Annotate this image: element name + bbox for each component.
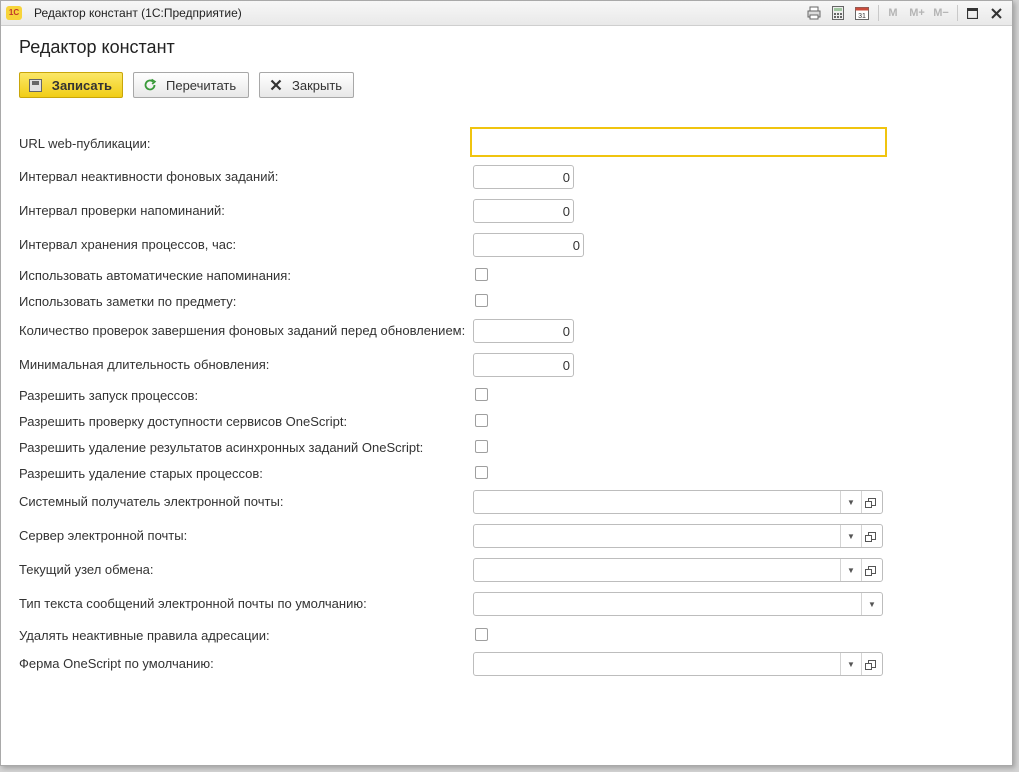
chevron-down-icon[interactable]: ▼	[840, 559, 861, 581]
row-system-mail-recipient	[19, 490, 899, 514]
subject-notes-label: Использовать заметки по предмету:	[19, 294, 237, 309]
chevron-down-icon[interactable]: ▼	[840, 491, 861, 513]
url-label: URL web-публикации:	[19, 136, 151, 151]
row-allow-process-start	[19, 384, 899, 408]
min-update-duration-label: Минимальная длительность обновления:	[19, 357, 270, 372]
title-bar-separator	[957, 5, 958, 21]
print-icon[interactable]	[804, 4, 824, 22]
subject-notes-checkbox[interactable]	[475, 294, 488, 307]
row-allow-old-delete	[19, 462, 899, 486]
process-storage-label: Интервал хранения процессов, час:	[19, 237, 237, 252]
open-item-icon[interactable]	[861, 525, 882, 547]
open-item-icon[interactable]	[861, 491, 882, 513]
memory-minus-button[interactable]: M−	[933, 7, 949, 19]
allow-process-start-checkbox[interactable]	[475, 388, 488, 401]
close-button[interactable]	[259, 72, 354, 98]
row-allow-async-delete	[19, 436, 899, 460]
close-icon[interactable]	[986, 4, 1006, 22]
row-url	[19, 130, 899, 154]
allow-async-delete-checkbox[interactable]	[475, 440, 488, 453]
allow-onescript-check-checkbox[interactable]	[475, 414, 488, 427]
delete-inactive-rules-checkbox[interactable]	[475, 628, 488, 641]
mail-text-type-field[interactable]	[473, 592, 883, 616]
auto-reminders-checkbox[interactable]	[475, 268, 488, 281]
chevron-down-icon[interactable]: ▼	[840, 653, 861, 675]
chevron-down-icon[interactable]: ▼	[861, 593, 882, 615]
bg-checks-count-input[interactable]: 0	[473, 319, 574, 343]
min-update-duration-input[interactable]: 0	[473, 353, 574, 377]
bg-inactivity-label: Интервал неактивности фоновых заданий:	[19, 169, 279, 184]
maximize-icon[interactable]	[962, 4, 982, 22]
auto-reminders-label: Использовать автоматические напоминания:	[19, 268, 291, 283]
row-bg-inactivity	[19, 165, 899, 189]
url-input[interactable]	[470, 127, 887, 157]
row-bg-checks-count	[19, 319, 899, 343]
row-reminder-check	[19, 199, 899, 223]
calculator-icon[interactable]	[828, 4, 848, 22]
row-current-exchange-node	[19, 558, 899, 582]
row-onescript-farm	[19, 652, 899, 676]
title-bar-separator	[878, 5, 879, 21]
save-button-label: Записать	[51, 77, 112, 93]
reminder-check-input[interactable]: 0	[473, 199, 574, 223]
refresh-icon	[142, 77, 158, 93]
save-button[interactable]	[19, 72, 123, 98]
svg-text:31: 31	[858, 13, 866, 20]
row-process-storage	[19, 233, 899, 257]
calendar-icon[interactable]	[852, 4, 872, 22]
allow-old-delete-label: Разрешить удаление старых процессов:	[19, 466, 263, 481]
close-x-icon	[268, 77, 284, 93]
row-delete-inactive-rules	[19, 624, 899, 648]
title-bar-buttons	[800, 4, 1006, 22]
bg-inactivity-input[interactable]: 0	[473, 165, 574, 189]
reread-button-label: Перечитать	[166, 77, 237, 93]
window-title: Редактор констант (1С:Предприятие)	[34, 6, 242, 20]
mail-server-label: Сервер электронной почты:	[19, 528, 188, 543]
page-title: Редактор констант	[19, 37, 175, 57]
row-subject-notes	[19, 290, 899, 314]
system-mail-recipient-label: Системный получатель электронной почты:	[19, 494, 284, 509]
allow-old-delete-checkbox[interactable]	[475, 466, 488, 479]
process-storage-input[interactable]: 0	[473, 233, 584, 257]
allow-onescript-check-label: Разрешить проверку доступности сервисов OneScript:	[19, 414, 348, 429]
allow-process-start-label: Разрешить запуск процессов:	[19, 388, 199, 403]
delete-inactive-rules-label: Удалять неактивные правила адресации:	[19, 628, 270, 643]
reminder-check-label: Интервал проверки напоминаний:	[19, 203, 225, 218]
memory-plus-button[interactable]: M+	[909, 7, 925, 19]
allow-async-delete-label: Разрешить удаление результатов асинхронных заданий OneScript:	[19, 440, 424, 455]
open-item-icon[interactable]	[861, 653, 882, 675]
close-button-label: Закрыть	[292, 77, 343, 93]
onescript-farm-field[interactable]	[473, 652, 883, 676]
form-toolbar	[19, 72, 364, 98]
mail-server-field[interactable]	[473, 524, 883, 548]
row-mail-text-type	[19, 592, 899, 616]
app-logo-icon: 1С	[6, 6, 22, 20]
chevron-down-icon[interactable]: ▼	[840, 525, 861, 547]
current-exchange-node-label: Текущий узел обмена:	[19, 562, 154, 577]
current-exchange-node-field[interactable]	[473, 558, 883, 582]
onescript-farm-label: Ферма OneScript по умолчанию:	[19, 656, 214, 671]
mail-text-type-label: Тип текста сообщений электронной почты по умолчанию:	[19, 596, 367, 611]
floppy-disk-icon	[28, 77, 44, 93]
row-auto-reminders	[19, 264, 899, 288]
bg-checks-count-label: Количество проверок завершения фоновых заданий перед обновлением:	[19, 323, 466, 338]
reread-button[interactable]	[133, 72, 249, 98]
system-mail-recipient-field[interactable]	[473, 490, 883, 514]
row-mail-server	[19, 524, 899, 548]
title-bar	[1, 1, 1012, 26]
memory-button[interactable]: M	[888, 7, 898, 19]
open-item-icon[interactable]	[861, 559, 882, 581]
row-min-update-duration	[19, 353, 899, 377]
row-allow-onescript-check	[19, 410, 899, 434]
